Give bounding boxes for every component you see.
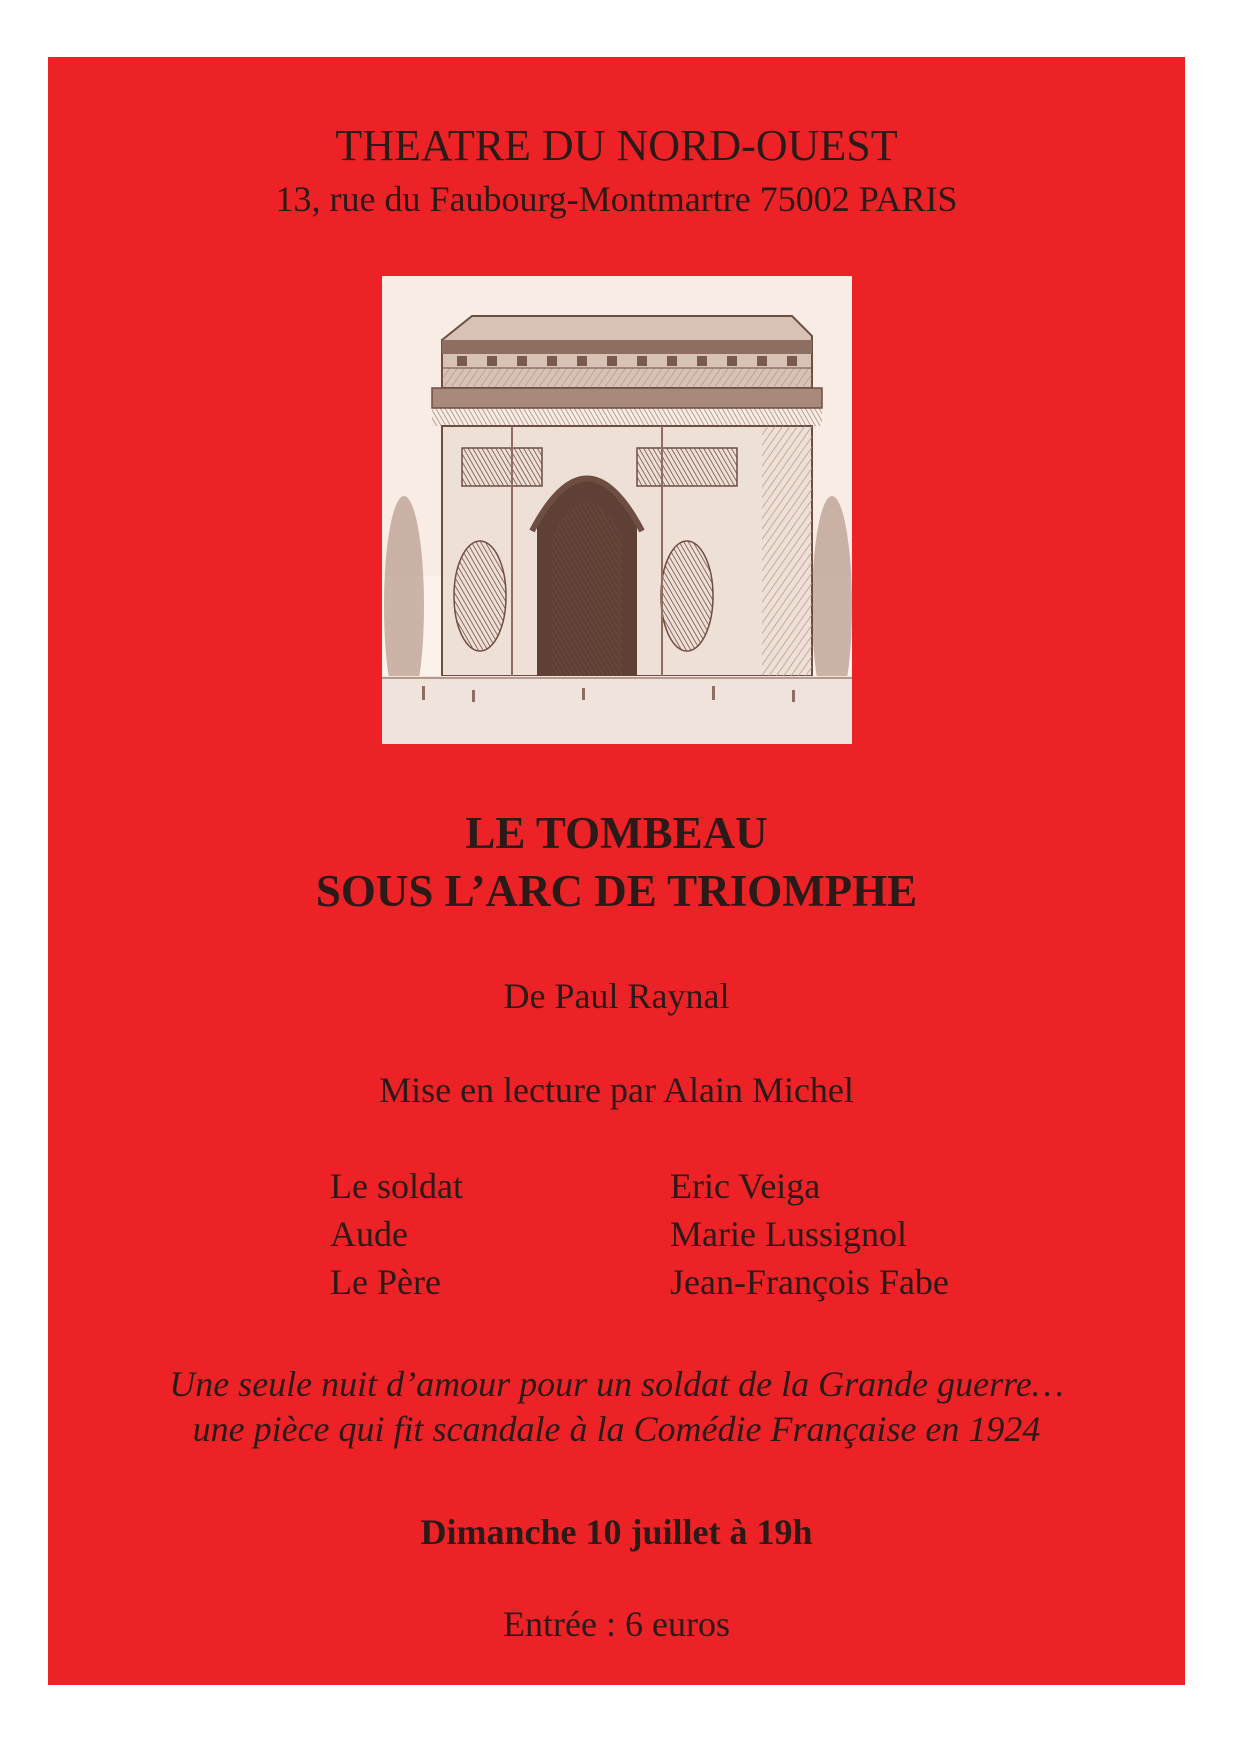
arc-de-triomphe-icon (382, 276, 852, 744)
cast-role: Aude (330, 1214, 408, 1254)
cast-role: Le soldat (330, 1166, 463, 1206)
cast-row (48, 1165, 1185, 1215)
play-title-line1: LE TOMBEAU (465, 808, 768, 858)
play-director: Mise en lecture par Alain Michel (379, 1070, 854, 1110)
tagline-line1: Une seule nuit d’amour pour un soldat de la Grande guerre… (169, 1364, 1064, 1404)
arc-de-triomphe-illustration (382, 276, 852, 744)
cast-actor: Eric Veiga (670, 1166, 821, 1206)
play-title-line2: SOUS L’ARC DE TRIOMPHE (315, 866, 918, 916)
venue-address: 13, rue du Faubourg-Montmartre 75002 PARIS (275, 179, 958, 219)
cast-actor: Jean-François Fabe (670, 1262, 949, 1302)
tagline-line2: une pièce qui fit scandale à la Comédie Française en 1924 (192, 1409, 1041, 1449)
venue-name: THEATRE DU NORD-OUEST (335, 121, 898, 170)
cast-row (48, 1213, 1185, 1263)
cast-actor: Marie Lussignol (670, 1214, 907, 1254)
event-price: Entrée : 6 euros (503, 1604, 730, 1644)
cast-row (48, 1261, 1185, 1311)
play-author: De Paul Raynal (503, 976, 730, 1016)
event-date: Dimanche 10 juillet à 19h (420, 1512, 813, 1552)
poster (48, 57, 1185, 1685)
cast-role: Le Père (330, 1262, 441, 1302)
